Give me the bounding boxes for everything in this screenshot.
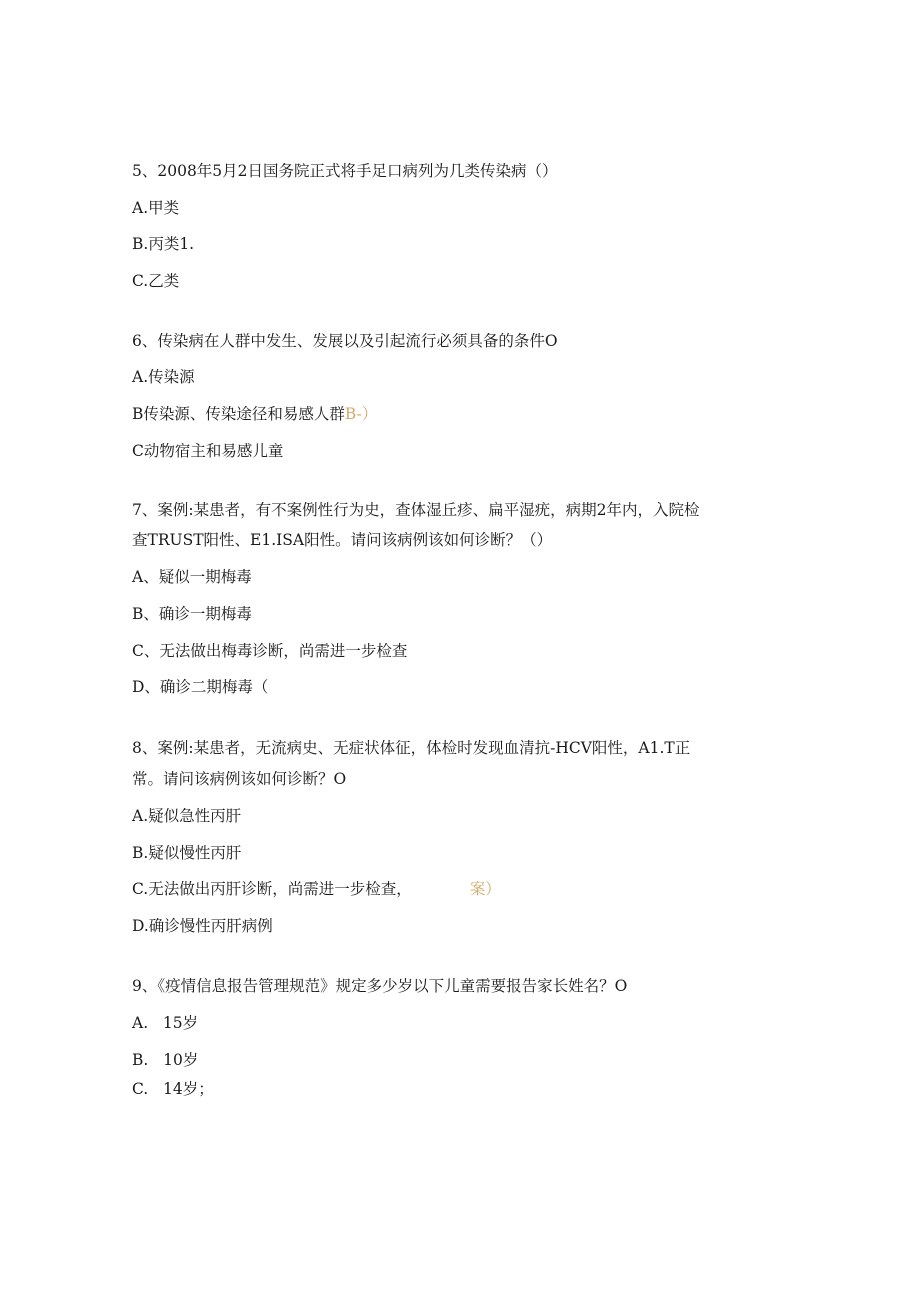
question-6-option-b	[132, 404, 377, 424]
question-8-stem-line-1: 8、案例:某患者，无流病史、无症状体征，体检时发现血清抗-HCV阳性，A1.T正	[132, 739, 691, 757]
question-7-stem-line-2: 查TRUST阳性、E1.ISA阳性。请问该病例该如何诊断？（）	[132, 531, 553, 549]
question-6-option-a: A.传染源	[132, 368, 195, 386]
question-5-stem: 5、2008年5月2日国务院正式将手足口病列为几类传染病（）	[132, 162, 558, 180]
question-6-stem: 6、传染病在人群中发生、发展以及引起流行必须具备的条件O	[132, 332, 558, 350]
question-8-option-a: A.疑似急性丙肝	[132, 807, 242, 825]
answer-hint: 案）	[469, 880, 501, 898]
question-7-stem-line-1: 7、案例:某患者，有不案例性行为史，查体湿丘疹、扁平湿疣，病期2年内，入院检	[132, 501, 700, 519]
question-6-option-c: C动物宿主和易感儿童	[132, 442, 284, 460]
question-9-stem: 9、《疫情信息报告管理规范》规定多少岁以下儿童需要报告家长姓名？O	[132, 977, 628, 995]
question-5-option-a: A.甲类	[132, 199, 180, 217]
question-9-option-b: B. 10岁	[132, 1051, 199, 1069]
answer-hint: B-）	[344, 405, 378, 423]
question-7-option-a: A、疑似一期梅毒	[132, 568, 252, 586]
question-9-option-c: C. 14岁；	[132, 1080, 214, 1098]
question-5-option-c: C.乙类	[132, 272, 180, 290]
question-8-option-b: B.疑似慢性丙肝	[132, 844, 242, 862]
question-9-option-a: A. 15岁	[132, 1014, 199, 1032]
question-8-option-c	[132, 879, 501, 899]
question-7-option-b: B、确诊一期梅毒	[132, 605, 252, 623]
question-6-option-b-text: B传染源、传染途径和易感人群	[132, 405, 345, 423]
question-8-option-d: D.确诊慢性丙肝病例	[132, 917, 273, 935]
question-8-option-c-text: C.无法做出丙肝诊断，尚需进一步检查，	[132, 880, 412, 898]
question-8-stem-line-2: 常。请问该病例该如何诊断？O	[132, 770, 347, 788]
question-7-option-d: D、确诊二期梅毒（	[132, 678, 269, 696]
question-5-option-b: B.丙类1.	[132, 235, 195, 253]
question-7-option-c: C、无法做出梅毒诊断，尚需进一步检查	[132, 642, 408, 660]
